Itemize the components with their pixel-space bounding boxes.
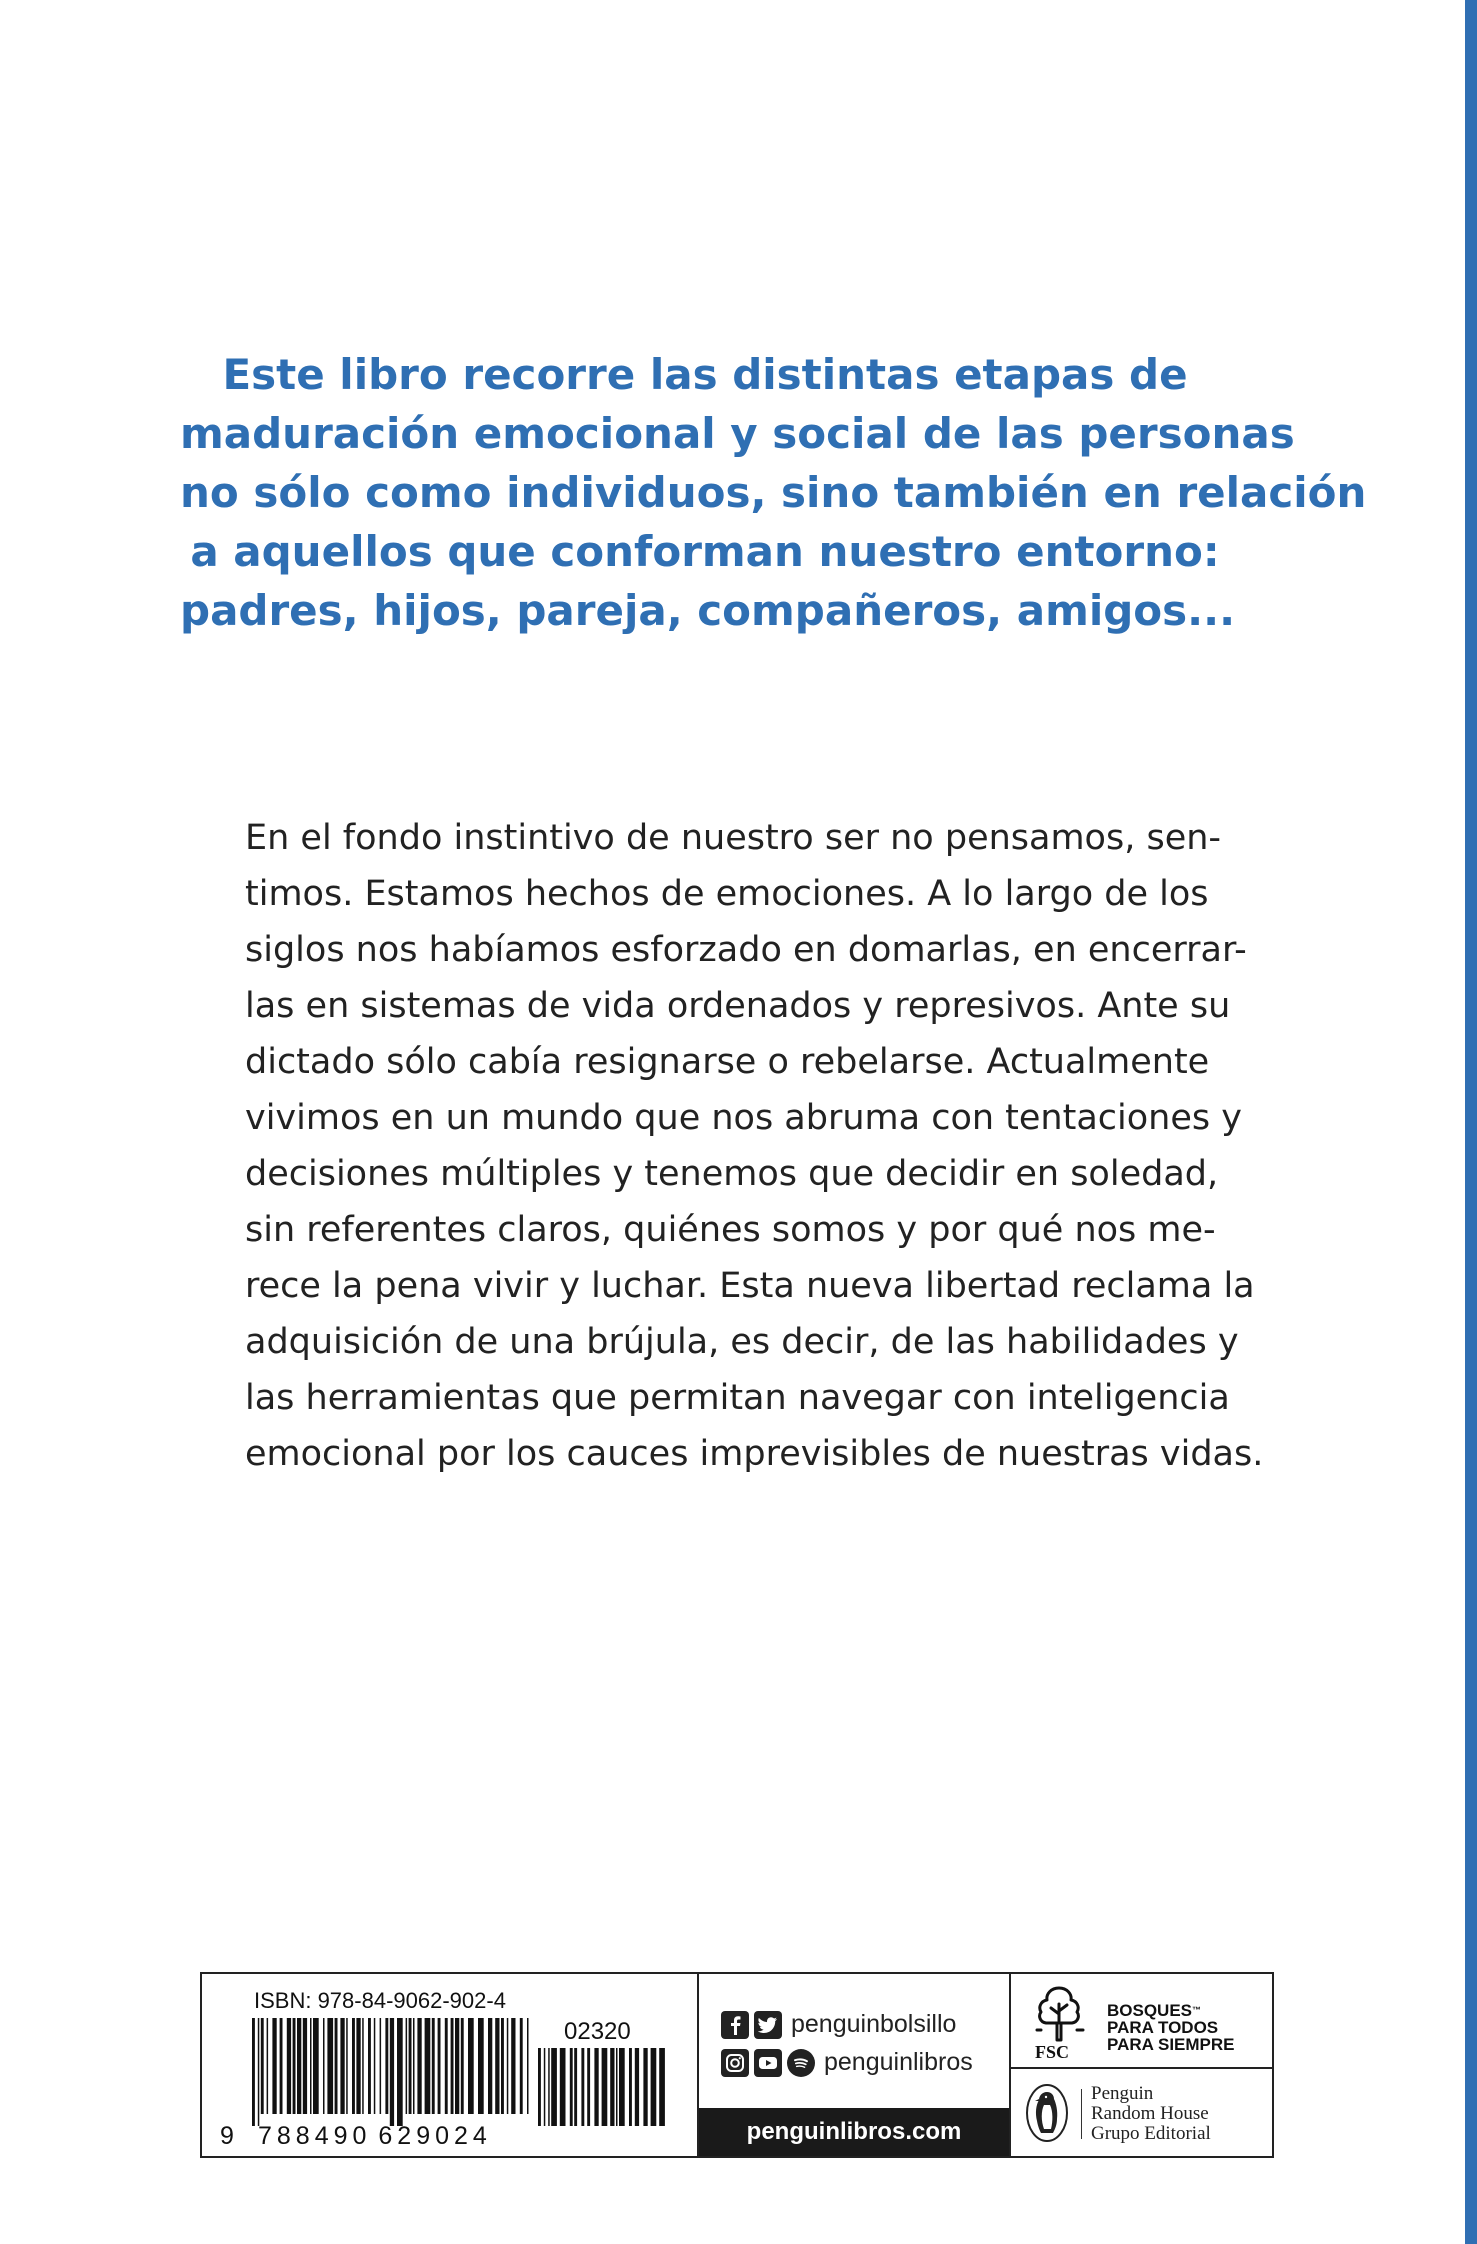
synopsis-line: En el fondo instintivo de nuestro ser no pensamos, sen-	[245, 818, 1222, 858]
facebook-icon[interactable]	[721, 2011, 749, 2039]
barcode-bar	[406, 2018, 408, 2114]
barcode-bar	[507, 2018, 509, 2114]
barcode-bar	[445, 2018, 448, 2114]
barcode-bar	[368, 2018, 371, 2114]
synopsis-line: emocional por los cauces imprevisibles de nuestras vidas.	[245, 1434, 1264, 1474]
barcode-section	[202, 1974, 699, 2156]
social-handle-bolsillo[interactable]: penguinbolsillo	[791, 2010, 957, 2038]
fsc-slogan-line: PARA SIEMPRE	[1107, 2035, 1235, 2054]
synopsis-line: siglos nos habíamos esforzado en domarlas, en encerrar-	[245, 930, 1247, 970]
barcode-bar	[520, 2018, 523, 2114]
fsc-slogan-line: PARA TODOS	[1107, 2018, 1219, 2037]
barcode-bar	[340, 2018, 344, 2114]
barcode-main-icon	[252, 2018, 532, 2126]
barcode-bar	[303, 2018, 307, 2114]
blurb-line: no sólo como individuos, sino también en relación	[180, 468, 1367, 517]
synopsis-line: decisiones múltiples y tenemos que decidir en soledad,	[245, 1154, 1219, 1194]
barcode-bar	[551, 2048, 557, 2126]
barcode-bar	[425, 2018, 431, 2114]
fsc-slogan	[1107, 2002, 1235, 2053]
blurb-line: maduración emocional y social de las personas	[180, 409, 1295, 458]
social-row-libros	[721, 2048, 973, 2077]
youtube-icon[interactable]	[754, 2049, 782, 2077]
fsc-slogan-line: BOSQUES™	[1107, 2001, 1202, 2020]
synopsis-line: dictado sólo cabía resignarse o rebelarse. Actualmente	[245, 1042, 1210, 1082]
instagram-icon[interactable]	[721, 2049, 749, 2077]
blurb-line: a aquellos que conforman nuestro entorno:	[190, 527, 1220, 576]
spotify-icon[interactable]	[787, 2049, 815, 2077]
publisher-line: Penguin	[1091, 2083, 1154, 2104]
barcode-bar	[629, 2048, 632, 2126]
barcode-bar	[323, 2018, 325, 2114]
barcode-bar	[385, 2018, 388, 2114]
barcode-bar	[346, 2018, 348, 2114]
barcode-bar	[643, 2048, 647, 2126]
barcode-bar	[327, 2018, 333, 2114]
barcode-bar	[501, 2018, 504, 2114]
publisher-block	[1011, 2069, 1274, 2158]
barcode-addon-code: 02320	[564, 2018, 631, 2045]
barcode-bar	[659, 2048, 665, 2126]
barcode-bar	[610, 2048, 614, 2126]
barcode-bar	[560, 2048, 566, 2126]
barcode-bar	[548, 2048, 550, 2126]
barcode-bar	[390, 2018, 394, 2126]
barcode-bar	[293, 2018, 296, 2114]
barcode-bar	[570, 2048, 573, 2126]
barcode-bar	[455, 2018, 459, 2114]
website-link[interactable]: penguinlibros.com	[699, 2108, 1009, 2156]
barcode-bar	[587, 2048, 590, 2126]
logos-section	[1011, 1974, 1274, 2156]
barcode-bar	[602, 2048, 608, 2126]
barcode-bar	[397, 2018, 403, 2126]
barcode-bar	[495, 2018, 499, 2114]
barcode-digits	[220, 2122, 492, 2151]
blurb-line: padres, hijos, pareja, compañeros, amigos...	[180, 586, 1236, 635]
barcode-bar	[451, 2018, 454, 2114]
social-section	[699, 1974, 1011, 2156]
barcode-bar	[261, 2018, 264, 2114]
synopsis-line: las en sistemas de vida ordenados y represivos. Ante su	[245, 986, 1231, 1026]
publisher-line: Random House	[1091, 2103, 1209, 2124]
fsc-block	[1011, 1974, 1274, 2069]
barcode-bar	[635, 2048, 639, 2126]
fsc-label: FSC	[1035, 2042, 1070, 2062]
barcode-bar	[280, 2018, 283, 2114]
barcode-bar	[310, 2018, 312, 2114]
barcode-bar	[335, 2018, 338, 2114]
isbn-label: ISBN: 978-84-9062-902-4	[254, 1988, 506, 2013]
barcode-bar	[252, 2018, 255, 2126]
synopsis-line: vivimos en un mundo que nos abruma con tentaciones y	[245, 1098, 1242, 1138]
barcode-bar	[651, 2048, 657, 2126]
barcode-bar	[616, 2048, 618, 2126]
barcode-bar	[438, 2018, 441, 2114]
barcode-bar	[478, 2018, 484, 2114]
synopsis-line: adquisición de una brújula, es decir, de las habilidades y	[245, 1322, 1239, 1362]
social-handle-libros[interactable]: penguinlibros	[824, 2048, 973, 2076]
synopsis-line: rece la pena vivir y luchar. Esta nueva libertad reclama la	[245, 1266, 1255, 1306]
barcode-bar	[417, 2018, 421, 2114]
barcode-bar	[313, 2018, 319, 2114]
barcode-digit-first: 9	[220, 2122, 234, 2150]
synopsis-line: sin referentes claros, quiénes somos y por qué nos me-	[245, 1210, 1216, 1250]
barcode-bar	[544, 2048, 546, 2126]
barcode-bar	[380, 2018, 382, 2114]
fsc-tree-icon	[1031, 1984, 1087, 2044]
barcode-digit-group-right: 629024	[378, 2122, 492, 2150]
barcode-bar	[511, 2018, 515, 2114]
trademark-mark: ™	[1192, 2005, 1202, 2015]
barcode-digit-group-left: 788490	[258, 2122, 372, 2150]
barcode-bar	[488, 2018, 492, 2114]
barcode-bar	[574, 2048, 577, 2126]
barcode-bar	[432, 2018, 435, 2114]
spine-edge	[1465, 0, 1477, 2244]
barcode-bar	[461, 2018, 464, 2114]
barcode-bar	[409, 2018, 412, 2114]
synopsis-line: timos. Estamos hechos de emociones. A lo largo de los	[245, 874, 1209, 914]
publisher-line: Grupo Editorial	[1091, 2123, 1211, 2144]
barcode-bar	[287, 2018, 291, 2114]
barcode-bar	[356, 2018, 360, 2114]
barcode-bar	[362, 2018, 364, 2114]
back-cover-info-box	[200, 1972, 1274, 2158]
barcode-bar	[594, 2048, 598, 2126]
synopsis-line: las herramientas que permitan navegar con inteligencia	[245, 1378, 1230, 1418]
blurb-highlight	[180, 345, 1367, 640]
barcode-bar	[374, 2018, 376, 2114]
publisher-name	[1091, 2084, 1211, 2144]
barcode-bar	[619, 2048, 625, 2126]
barcode-bar	[258, 2018, 260, 2126]
barcode-bar	[581, 2048, 584, 2126]
social-row-bolsillo	[721, 2010, 956, 2039]
barcode-bar	[468, 2018, 474, 2114]
barcode-bar	[272, 2018, 276, 2114]
publisher-divider	[1081, 2089, 1082, 2139]
barcode-bar	[267, 2018, 269, 2114]
barcode-addon-icon	[538, 2048, 668, 2126]
barcode-bar	[538, 2048, 541, 2126]
barcode-bar	[527, 2018, 529, 2114]
barcode-bar	[352, 2018, 355, 2114]
twitter-icon[interactable]	[754, 2011, 782, 2039]
penguin-logo-icon	[1025, 2083, 1069, 2143]
barcode-bar	[413, 2018, 415, 2114]
synopsis-text	[245, 810, 1264, 1482]
barcode-bar	[297, 2018, 301, 2114]
blurb-line: Este libro recorre las distintas etapas de	[222, 350, 1188, 399]
